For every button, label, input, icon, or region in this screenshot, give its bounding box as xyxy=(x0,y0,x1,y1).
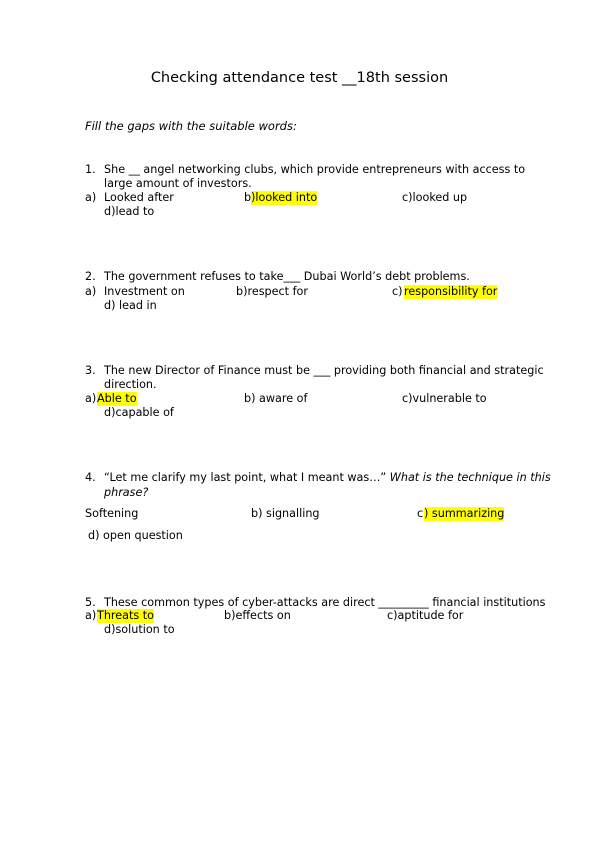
question-prompt: What is the technique in this xyxy=(389,471,551,484)
question-number: 1. xyxy=(85,163,96,176)
option-a-marker: a) xyxy=(85,609,97,622)
option-d: d) open question xyxy=(88,529,183,542)
option-a-highlighted: Able to xyxy=(97,392,137,405)
option-a-marker: a) xyxy=(85,285,97,298)
option-c: c)vulnerable to xyxy=(402,392,487,405)
option-c-prefix: c xyxy=(417,507,424,520)
option-a-marker: a) xyxy=(85,392,97,405)
option-c-prefix: c) xyxy=(392,285,403,298)
option-b: b)respect for xyxy=(236,285,308,298)
instructions: Fill the gaps with the suitable words: xyxy=(85,119,297,133)
option-c: c)aptitude for xyxy=(387,609,464,622)
question-text: The government refuses to take___ Dubai World’s debt problems. xyxy=(104,270,470,283)
question-quote: “Let me clarify my last point, what I meant was…” xyxy=(104,471,387,484)
question-number: 5. xyxy=(85,596,96,609)
option-d: d) lead in xyxy=(104,299,157,312)
option-b: b)effects on xyxy=(224,609,291,622)
option-c: c)looked up xyxy=(402,191,468,204)
question-text-cont: direction. xyxy=(104,378,157,391)
question-number: 4. xyxy=(85,471,96,484)
question-text xyxy=(104,471,551,485)
question-number: 2. xyxy=(85,270,96,283)
option-b: b) signalling xyxy=(251,507,320,520)
option-a-highlighted: Threats to xyxy=(97,609,155,622)
option-d: d)capable of xyxy=(104,406,174,419)
question-text: She __ angel networking clubs, which provide entrepreneurs with access to xyxy=(104,163,526,176)
option-c-highlighted: responsibility for xyxy=(404,285,498,298)
question-text: These common types of cyber-attacks are direct _________ financial institutions xyxy=(104,596,546,609)
option-b: b) aware of xyxy=(244,392,308,405)
option-d: d)solution to xyxy=(104,623,175,636)
option-a: Softening xyxy=(85,507,139,520)
question-text-cont: large amount of investors. xyxy=(104,177,252,190)
question-number: 3. xyxy=(85,364,96,377)
option-d: d)lead to xyxy=(104,205,155,218)
page-title: Checking attendance test __18th session xyxy=(150,70,449,86)
question-text: The new Director of Finance must be ___ providing both financial and strategic xyxy=(104,364,544,377)
question-prompt-cont: phrase? xyxy=(104,486,149,499)
option-b-highlighted: )looked into xyxy=(251,191,318,204)
option-a: Investment on xyxy=(104,285,185,298)
option-b-prefix: b xyxy=(244,191,252,204)
option-a: Looked after xyxy=(104,191,174,204)
option-c-highlighted: ) summarizing xyxy=(424,507,505,520)
option-a-marker: a) xyxy=(85,191,97,204)
